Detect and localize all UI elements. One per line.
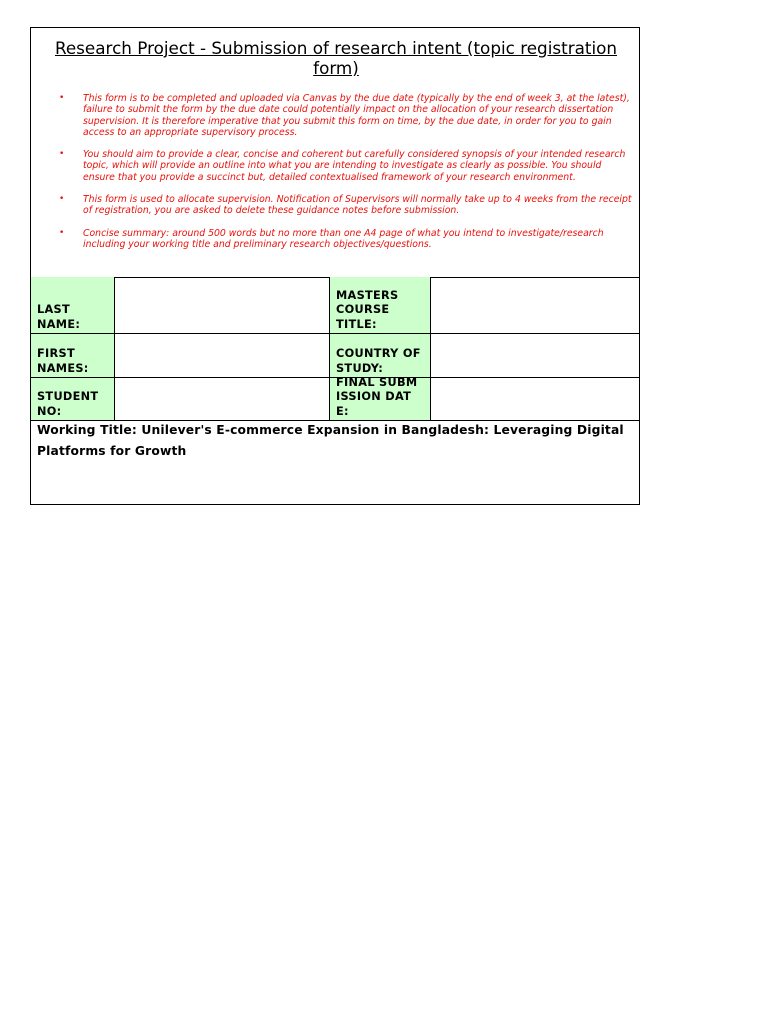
bullet-icon: • <box>59 149 65 160</box>
registration-form <box>30 27 640 505</box>
guidance-text: You should aim to provide a clear, concise and coherent but carefully considered synopsis of your intended research topic, which will provide an outline into what you are intending to investigate as clearly as possible. You should ensure that you provide a succinct but, detailed contextualised framework of your research environment. <box>83 149 626 183</box>
first-names-field[interactable] <box>115 334 330 378</box>
guidance-item <box>59 194 633 217</box>
masters-course-label: MASTERS COURSE TITLE: <box>336 289 399 331</box>
final-submission-label-cell <box>330 378 431 421</box>
guidance-text: Concise summary: around 500 words but no more than one A4 page of what you intend to investigate/research including your working title and preliminary research objectives/questions. <box>83 227 604 250</box>
guidance-notes <box>59 93 633 261</box>
last-name-label-cell <box>31 277 115 334</box>
final-submission-field[interactable] <box>431 378 639 421</box>
guidance-item <box>59 149 633 183</box>
last-name-field[interactable] <box>115 277 330 334</box>
working-title: Working Title: Unilever's E-commerce Expansion in Bangladesh: Leveraging Digital Platforms for Growth <box>37 423 624 458</box>
country-label-cell <box>330 334 431 378</box>
final-submission-label: FINAL SUBMISSION DATE: <box>336 376 418 418</box>
student-no-field[interactable] <box>115 378 330 421</box>
details-grid <box>31 277 639 421</box>
bullet-icon: • <box>59 93 65 103</box>
masters-course-label-cell <box>330 277 431 334</box>
guidance-item <box>59 227 633 251</box>
guidance-text: This form is used to allocate supervision. Notification of Supervisors will normally take up to 4 weeks from the receipt of registration, you are asked to delete these guidance notes before submission. <box>83 194 632 217</box>
guidance-text: This form is to be completed and uploaded via Canvas by the due date (typically by the end of week 3, at the latest), failure to submit the form by the due date could potentially impact on the allocation of your research dissertation supervision. It is therefore imperative that you submit this form on time, by the due date, in order for you to gain access to an appropriate supervisory process. <box>83 93 630 138</box>
form-header <box>31 28 639 278</box>
first-names-label-cell <box>31 334 115 378</box>
country-field[interactable] <box>431 334 639 378</box>
guidance-item <box>59 93 633 138</box>
last-name-label: LAST NAME: <box>37 303 81 331</box>
student-no-label: STUDENT NO: <box>37 390 99 418</box>
bullet-icon: • <box>59 194 65 205</box>
first-names-label: FIRST NAMES: <box>37 347 89 375</box>
country-label: COUNTRY OF STUDY: <box>336 347 421 375</box>
bullet-icon: • <box>59 227 65 238</box>
form-title: Research Project - Submission of research intent (topic registration form) <box>54 38 618 78</box>
masters-course-field[interactable] <box>431 277 639 334</box>
student-no-label-cell <box>31 378 115 421</box>
